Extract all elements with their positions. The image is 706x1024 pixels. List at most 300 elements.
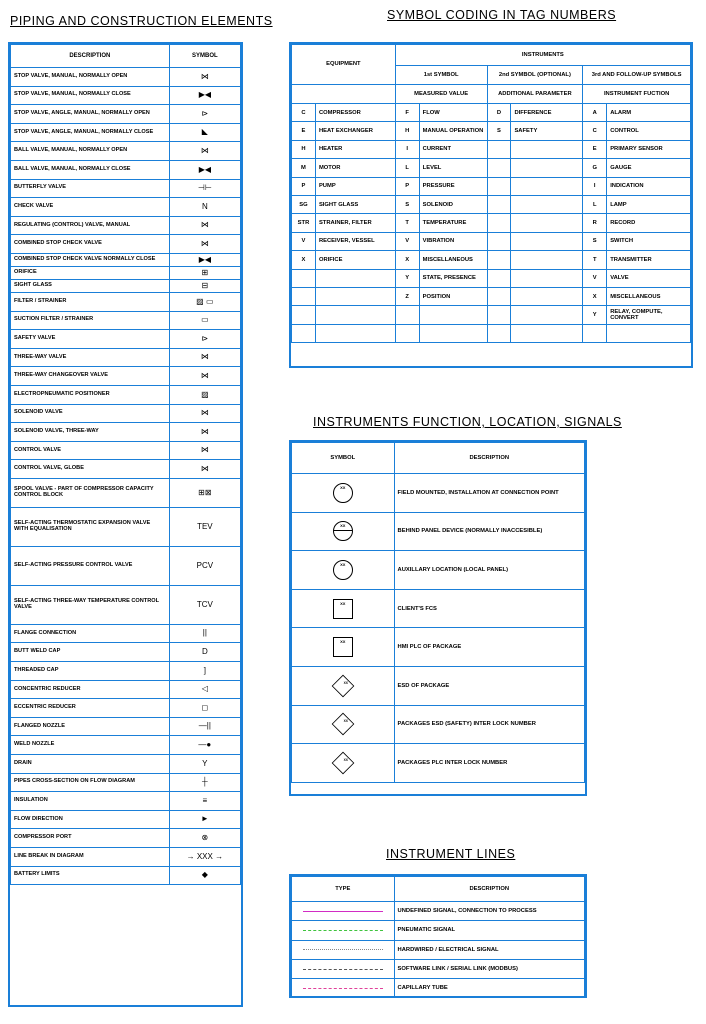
second-label <box>511 177 583 195</box>
second-label <box>511 159 583 177</box>
table-row <box>11 198 241 217</box>
bubble-text: XX <box>343 680 348 685</box>
piping-description: FLANGE CONNECTION <box>11 624 170 643</box>
instrument-bubble-icon <box>292 628 395 667</box>
piping-symbol-icon: ⊳ <box>169 330 240 349</box>
third-code: S <box>583 232 607 250</box>
first-code: I <box>395 140 419 158</box>
table-row <box>11 792 241 811</box>
function-description: PACKAGES ESD (SAFETY) INTER LOCK NUMBER <box>394 705 584 744</box>
function-description: ESD OF PACKAGE <box>394 666 584 705</box>
third-label: CONTROL <box>607 122 691 140</box>
table-row <box>292 474 585 513</box>
table-row <box>11 253 241 266</box>
table-row <box>11 179 241 198</box>
bubble-icon <box>333 599 353 619</box>
second-label <box>511 251 583 269</box>
first-code: H <box>395 122 419 140</box>
table-row <box>292 195 691 213</box>
second-label <box>511 232 583 250</box>
function-description: AUXILLARY LOCATION (LOCAL PANEL) <box>394 551 584 590</box>
piping-symbol-icon: ] <box>169 662 240 681</box>
first-label: SOLENOID <box>419 195 487 213</box>
first-code: V <box>395 232 419 250</box>
table-row <box>292 921 585 940</box>
piping-symbol-icon: ◁ <box>169 680 240 699</box>
line-description: PNEUMATIC SIGNAL <box>394 921 584 940</box>
first-code: S <box>395 195 419 213</box>
line-description: CAPILLARY TUBE <box>394 979 584 998</box>
piping-symbol-icon: D <box>169 643 240 662</box>
first-code: T <box>395 214 419 232</box>
table-row <box>11 311 241 330</box>
equipment-label <box>315 324 395 342</box>
table-row <box>11 624 241 643</box>
table-row <box>292 512 585 551</box>
piping-description: FLOW DIRECTION <box>11 810 170 829</box>
third-label: RELAY, COMPUTE, CONVERT <box>607 306 691 324</box>
tags-header-equipment: EQUIPMENT <box>292 45 396 85</box>
lines-grid <box>291 876 585 998</box>
piping-description: BUTTERFLY VALVE <box>11 179 170 198</box>
piping-symbol-icon: → XXX → <box>169 848 240 867</box>
equipment-label <box>315 306 395 324</box>
func-title: INSTRUMENTS FUNCTION, LOCATION, SIGNALS <box>313 415 622 429</box>
first-label: LEVEL <box>419 159 487 177</box>
instrument-bubble-icon <box>292 705 395 744</box>
piping-description: SIGHT GLASS <box>11 279 170 292</box>
piping-symbol-icon: ⊞⊠ <box>169 478 240 507</box>
equipment-label: RECEIVER, VESSEL <box>315 232 395 250</box>
table-row <box>11 142 241 161</box>
third-code: R <box>583 214 607 232</box>
piping-symbol-icon: ◣ <box>169 123 240 142</box>
piping-description: DRAIN <box>11 755 170 774</box>
second-label <box>511 324 583 342</box>
piping-symbol-icon: ⋈ <box>169 142 240 161</box>
piping-description: SPOOL VALVE - PART OF COMPRESSOR CAPACITY CONTROL BLOCK <box>11 478 170 507</box>
instrument-bubble-icon <box>292 744 395 783</box>
piping-table <box>8 42 243 1007</box>
second-code <box>487 195 511 213</box>
piping-description: WELD NOZZLE <box>11 736 170 755</box>
third-label: INDICATION <box>607 177 691 195</box>
piping-symbol-icon: || <box>169 624 240 643</box>
first-label: TEMPERATURE <box>419 214 487 232</box>
function-table <box>289 440 587 796</box>
instrument-lines-table <box>289 874 587 998</box>
second-label <box>511 140 583 158</box>
table-row <box>11 123 241 142</box>
piping-symbol-icon: ◆ <box>169 866 240 885</box>
piping-description: REGULATING (CONTROL) VALVE, MANUAL <box>11 216 170 235</box>
second-code <box>487 269 511 287</box>
equipment-code: X <box>292 251 316 269</box>
third-label: PRIMARY SENSOR <box>607 140 691 158</box>
first-label: CURRENT <box>419 140 487 158</box>
equipment-code: H <box>292 140 316 158</box>
second-label <box>511 214 583 232</box>
first-code: Z <box>395 287 419 305</box>
piping-description: SUCTION FILTER / STRAINER <box>11 311 170 330</box>
tags-header-additional: ADDITIONAL PARAMETER <box>487 85 583 104</box>
piping-header-description: DESCRIPTION <box>11 45 170 68</box>
line-description: HARDWIRED / ELECTRICAL SIGNAL <box>394 940 584 959</box>
table-row <box>11 367 241 386</box>
table-row <box>292 979 585 998</box>
function-description: PACKAGES PLC INTER LOCK NUMBER <box>394 744 584 783</box>
function-description: CLIENT'S FCS <box>394 589 584 628</box>
second-code: S <box>487 122 511 140</box>
third-label <box>607 324 691 342</box>
equipment-code: V <box>292 232 316 250</box>
tag-rows <box>292 45 691 343</box>
piping-description: CHECK VALVE <box>11 198 170 217</box>
table-row <box>11 235 241 254</box>
tags-header-measured: MEASURED VALUE <box>395 85 487 104</box>
third-code: I <box>583 177 607 195</box>
table-row <box>292 306 691 324</box>
piping-description: THREE-WAY CHANGEOVER VALVE <box>11 367 170 386</box>
piping-symbol-icon: ◻ <box>169 699 240 718</box>
first-label: STATE, PRESENCE <box>419 269 487 287</box>
piping-symbol-icon: ⊳ <box>169 105 240 124</box>
bubble-text: XX <box>340 523 346 529</box>
piping-symbol-icon: PCV <box>169 546 240 585</box>
table-row <box>292 940 585 959</box>
table-row <box>292 705 585 744</box>
first-code: P <box>395 177 419 195</box>
table-row <box>292 959 585 978</box>
table-row <box>11 423 241 442</box>
bubble-text: XX <box>340 600 346 606</box>
piping-symbol-icon: ► <box>169 810 240 829</box>
second-code <box>487 159 511 177</box>
equipment-label: COMPRESSOR <box>315 104 395 122</box>
third-label: RECORD <box>607 214 691 232</box>
piping-description: SELF-ACTING THERMOSTATIC EXPANSION VALVE WITH EQUALISATION <box>11 507 170 546</box>
bubble-icon <box>331 713 354 736</box>
bubble-text: XX <box>340 561 346 567</box>
line-type-swatch <box>292 902 395 921</box>
line-sample <box>303 949 383 950</box>
lines-header-description: DESCRIPTION <box>394 877 584 902</box>
piping-description: CONTROL VALVE, GLOBE <box>11 460 170 479</box>
third-label: ALARM <box>607 104 691 122</box>
equipment-code <box>292 269 316 287</box>
piping-symbol-icon: ⋈ <box>169 235 240 254</box>
piping-symbol-icon: ▨ ▭ <box>169 292 240 311</box>
piping-description: THREE-WAY VALVE <box>11 348 170 367</box>
table-row <box>292 666 585 705</box>
first-code <box>395 324 419 342</box>
equipment-code: SG <box>292 195 316 213</box>
line-sample <box>303 969 383 970</box>
first-label: MANUAL OPERATION <box>419 122 487 140</box>
piping-grid <box>10 44 241 885</box>
tags-header-function: INSTRUMENT FUCTION <box>583 85 691 104</box>
piping-symbol-icon: ⋈ <box>169 441 240 460</box>
piping-symbol-icon: ⊞ <box>169 266 240 279</box>
tags-header-1st: 1st SYMBOL <box>395 66 487 85</box>
piping-symbol-icon: Y <box>169 755 240 774</box>
piping-symbol-icon: ⋈ <box>169 460 240 479</box>
line-type-swatch <box>292 921 395 940</box>
third-code: A <box>583 104 607 122</box>
first-code: X <box>395 251 419 269</box>
piping-description: SELF-ACTING PRESSURE CONTROL VALVE <box>11 546 170 585</box>
function-description: BEHIND PANEL DEVICE (NORMALLY INACCESIBLE) <box>394 512 584 551</box>
piping-description: SOLENOID VALVE, THREE-WAY <box>11 423 170 442</box>
table-row <box>11 348 241 367</box>
piping-description: CONCENTRIC REDUCER <box>11 680 170 699</box>
table-row <box>11 460 241 479</box>
second-code <box>487 287 511 305</box>
table-row <box>11 829 241 848</box>
piping-description: SAFETY VALVE <box>11 330 170 349</box>
piping-symbol-icon: ▶◀ <box>169 86 240 105</box>
table-row <box>292 269 691 287</box>
table-row <box>11 755 241 774</box>
piping-description: SELF-ACTING THREE-WAY TEMPERATURE CONTROL VALVE <box>11 585 170 624</box>
piping-description: STOP VALVE, MANUAL, NORMALLY CLOSE <box>11 86 170 105</box>
table-row <box>11 216 241 235</box>
equipment-code: P <box>292 177 316 195</box>
piping-description: BATTERY LIMITS <box>11 866 170 885</box>
table-row <box>11 507 241 546</box>
tags-header-instruments: INSTRUMENTS <box>395 45 690 66</box>
table-row <box>292 122 691 140</box>
bubble-icon <box>333 521 353 541</box>
third-label: MISCELLANEOUS <box>607 287 691 305</box>
third-code: Y <box>583 306 607 324</box>
bubble-text: XX <box>340 639 346 645</box>
table-row <box>11 330 241 349</box>
tag-coding-table <box>289 42 693 368</box>
piping-title: PIPING AND CONSTRUCTION ELEMENTS <box>10 14 273 28</box>
piping-symbol-icon: ▨ <box>169 385 240 404</box>
equipment-label: HEATER <box>315 140 395 158</box>
equipment-code <box>292 324 316 342</box>
piping-symbol-icon: TCV <box>169 585 240 624</box>
table-row <box>11 773 241 792</box>
equipment-code <box>292 306 316 324</box>
piping-description: ECCENTRIC REDUCER <box>11 699 170 718</box>
piping-description: LINE BREAK IN DIAGRAM <box>11 848 170 867</box>
second-label: DIFFERENCE <box>511 104 583 122</box>
table-row <box>292 744 585 783</box>
table-row <box>11 292 241 311</box>
third-label: LAMP <box>607 195 691 213</box>
table-row <box>11 546 241 585</box>
table-row <box>11 441 241 460</box>
equipment-code: STR <box>292 214 316 232</box>
piping-symbol-icon: N <box>169 198 240 217</box>
piping-description: BALL VALVE, MANUAL, NORMALLY CLOSE <box>11 160 170 179</box>
table-row <box>292 214 691 232</box>
table-row <box>11 866 241 885</box>
first-code: Y <box>395 269 419 287</box>
table-row <box>11 478 241 507</box>
third-code: L <box>583 195 607 213</box>
first-label <box>419 306 487 324</box>
line-type-swatch <box>292 979 395 998</box>
tags-header-2nd: 2nd SYMBOL (OPTIONAL) <box>487 66 583 85</box>
third-code: X <box>583 287 607 305</box>
second-code <box>487 232 511 250</box>
first-label <box>419 324 487 342</box>
second-code <box>487 214 511 232</box>
table-row <box>11 585 241 624</box>
func-header-symbol: SYMBOL <box>292 443 395 474</box>
table-row <box>11 736 241 755</box>
piping-symbol-icon: ⊗ <box>169 829 240 848</box>
piping-description: COMBINED STOP CHECK VALVE NORMALLY CLOSE <box>11 253 170 266</box>
lines-header-type: TYPE <box>292 877 395 902</box>
bubble-text: XX <box>343 719 348 724</box>
piping-description: ELECTROPNEUMATIC POSITIONER <box>11 385 170 404</box>
piping-description: SOLENOID VALVE <box>11 404 170 423</box>
first-label: MISCELLANEOUS <box>419 251 487 269</box>
tags-title: SYMBOL CODING IN TAG NUMBERS <box>387 8 617 22</box>
function-description: HMI PLC OF PACKAGE <box>394 628 584 667</box>
instrument-bubble-icon <box>292 589 395 628</box>
table-row <box>292 324 691 342</box>
third-code: E <box>583 140 607 158</box>
second-label <box>511 269 583 287</box>
equipment-label <box>315 287 395 305</box>
table-row <box>11 662 241 681</box>
table-row <box>292 628 585 667</box>
line-type-swatch <box>292 940 395 959</box>
bubble-icon <box>331 674 354 697</box>
function-rows <box>292 443 585 783</box>
bubble-icon <box>333 560 353 580</box>
table-row <box>11 699 241 718</box>
piping-description: COMBINED STOP CHECK VALVE <box>11 235 170 254</box>
table-row <box>292 232 691 250</box>
piping-description: STOP VALVE, ANGLE, MANUAL, NORMALLY CLOSE <box>11 123 170 142</box>
piping-symbol-icon: ▭ <box>169 311 240 330</box>
table-row <box>292 140 691 158</box>
table-row <box>292 551 585 590</box>
table-row <box>292 902 585 921</box>
instrument-bubble-icon <box>292 512 395 551</box>
table-row <box>11 266 241 279</box>
first-code: L <box>395 159 419 177</box>
piping-symbol-icon: ≡ <box>169 792 240 811</box>
piping-description: STOP VALVE, ANGLE, MANUAL, NORMALLY OPEN <box>11 105 170 124</box>
piping-symbol-icon: ⊣⊢ <box>169 179 240 198</box>
third-code: G <box>583 159 607 177</box>
table-row <box>11 404 241 423</box>
second-code <box>487 251 511 269</box>
bubble-icon <box>333 637 353 657</box>
table-row <box>11 810 241 829</box>
bubble-icon <box>333 483 353 503</box>
table-row <box>292 589 585 628</box>
table-row <box>11 68 241 87</box>
third-code <box>583 324 607 342</box>
line-description: SOFTWARE LINK / SERIAL LINK (MODBUS) <box>394 959 584 978</box>
piping-symbol-icon: —● <box>169 736 240 755</box>
first-label: POSITION <box>419 287 487 305</box>
line-type-swatch <box>292 959 395 978</box>
instrument-bubble-icon <box>292 551 395 590</box>
third-label: GAUGE <box>607 159 691 177</box>
equipment-code <box>292 287 316 305</box>
piping-symbol-icon: ⋈ <box>169 68 240 87</box>
piping-symbol-icon: ⋈ <box>169 348 240 367</box>
piping-symbol-icon: ▶◀ <box>169 253 240 266</box>
third-code: V <box>583 269 607 287</box>
piping-description: CONTROL VALVE <box>11 441 170 460</box>
piping-symbol-icon: ⋈ <box>169 367 240 386</box>
first-label: VIBRATION <box>419 232 487 250</box>
table-row <box>292 177 691 195</box>
bubble-icon <box>331 752 354 775</box>
table-row <box>11 86 241 105</box>
equipment-label: SIGHT GLASS <box>315 195 395 213</box>
second-label <box>511 195 583 213</box>
piping-symbol-icon: —|| <box>169 717 240 736</box>
piping-description: BALL VALVE, MANUAL, NORMALLY OPEN <box>11 142 170 161</box>
piping-symbol-icon: TEV <box>169 507 240 546</box>
line-sample <box>303 930 383 931</box>
table-row <box>11 643 241 662</box>
piping-description: FLANGED NOZZLE <box>11 717 170 736</box>
piping-description: PIPES CROSS-SECTION ON FLOW DIAGRAM <box>11 773 170 792</box>
equipment-label: MOTOR <box>315 159 395 177</box>
second-code <box>487 177 511 195</box>
table-row <box>11 385 241 404</box>
piping-description: THREADED CAP <box>11 662 170 681</box>
table-row <box>11 160 241 179</box>
lines-rows <box>292 877 585 998</box>
piping-symbol-icon: ⋈ <box>169 404 240 423</box>
third-label: SWITCH <box>607 232 691 250</box>
piping-description: STOP VALVE, MANUAL, NORMALLY OPEN <box>11 68 170 87</box>
line-sample <box>303 988 383 989</box>
first-label: PRESSURE <box>419 177 487 195</box>
piping-symbol-icon: ⋈ <box>169 423 240 442</box>
third-label: VALVE <box>607 269 691 287</box>
tags-header-blank <box>292 85 396 104</box>
piping-symbol-icon: ⋈ <box>169 216 240 235</box>
equipment-label: PUMP <box>315 177 395 195</box>
table-row <box>292 159 691 177</box>
second-code: D <box>487 104 511 122</box>
piping-description: FILTER / STRAINER <box>11 292 170 311</box>
first-label: FLOW <box>419 104 487 122</box>
second-label <box>511 306 583 324</box>
tag-grid <box>291 44 691 343</box>
second-label <box>511 287 583 305</box>
piping-symbol-icon: ▶◀ <box>169 160 240 179</box>
piping-symbol-icon: ⊟ <box>169 279 240 292</box>
third-code: C <box>583 122 607 140</box>
piping-description: INSULATION <box>11 792 170 811</box>
equipment-code: M <box>292 159 316 177</box>
function-grid <box>291 442 585 783</box>
third-label: TRANSMITTER <box>607 251 691 269</box>
equipment-label: ORIFICE <box>315 251 395 269</box>
piping-description: BUTT WELD CAP <box>11 643 170 662</box>
piping-description: COMPRESSOR PORT <box>11 829 170 848</box>
second-code <box>487 306 511 324</box>
table-row <box>11 279 241 292</box>
line-description: UNDEFINED SIGNAL, CONNECTION TO PROCESS <box>394 902 584 921</box>
